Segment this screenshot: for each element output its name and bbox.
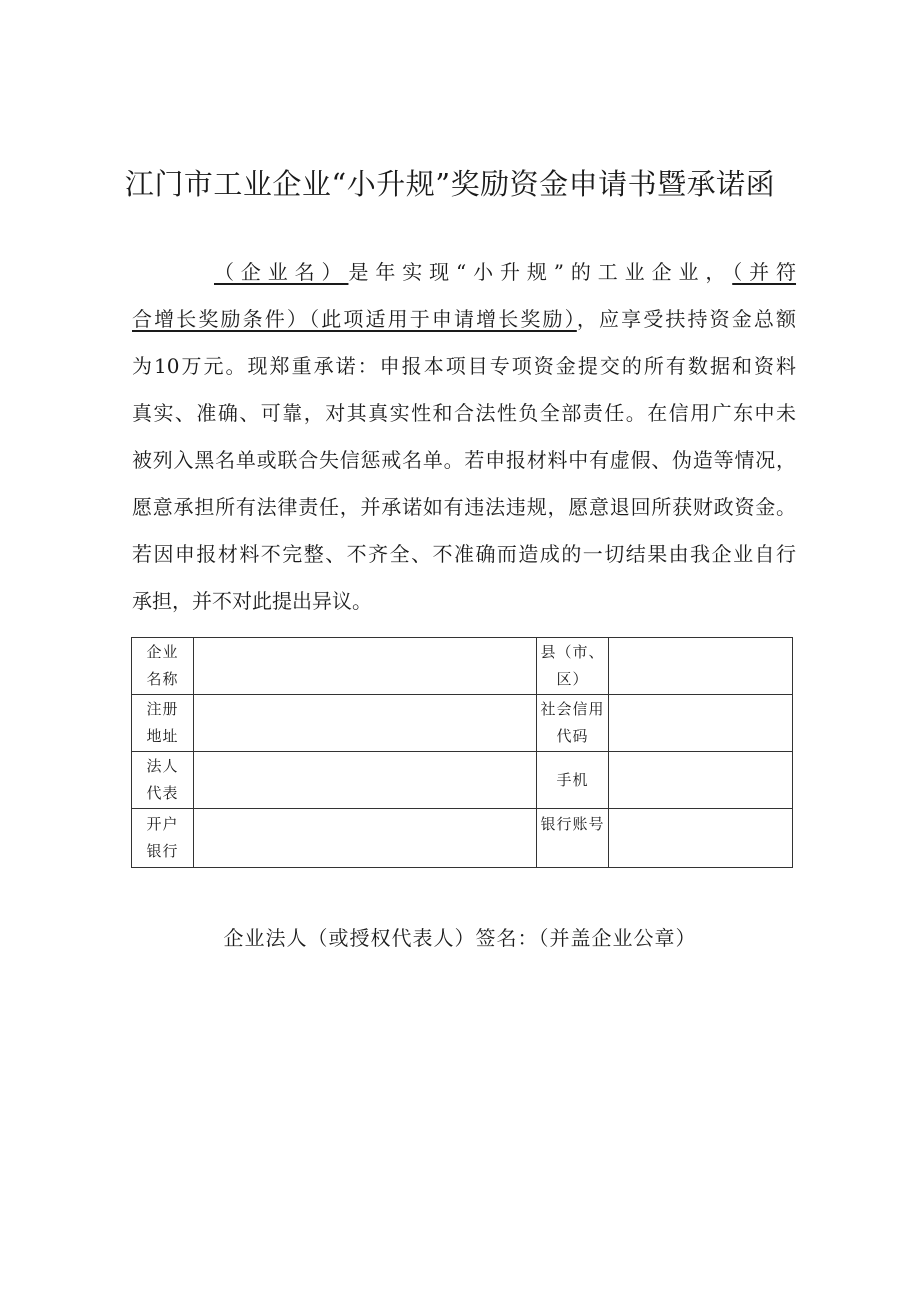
legal-representative-field[interactable] bbox=[194, 752, 537, 809]
mobile-field[interactable] bbox=[609, 752, 793, 809]
company-name-blank: （企业名） bbox=[214, 260, 349, 284]
commitment-paragraph bbox=[132, 249, 796, 625]
table-row bbox=[132, 695, 793, 752]
label-legal-representative: 法人 代表 bbox=[132, 752, 194, 809]
credit-code-field[interactable] bbox=[609, 695, 793, 752]
table-row bbox=[132, 809, 793, 868]
label-company-name: 企业 名称 bbox=[132, 638, 194, 695]
signature-line: 企业法人（或授权代表人）签名：（并盖企业公章） bbox=[223, 926, 697, 950]
bank-account-field[interactable] bbox=[609, 809, 793, 868]
label-credit-code: 社会信用 代码 bbox=[537, 695, 609, 752]
condition-note: （并符 bbox=[732, 260, 797, 284]
company-info-table bbox=[131, 637, 793, 868]
company-name-field[interactable] bbox=[194, 638, 537, 695]
label-bank: 开户 银行 bbox=[132, 809, 194, 868]
condition-note-cont: 合增长奖励条件）（此项适用于申请增长奖励） bbox=[132, 307, 577, 331]
table-row bbox=[132, 752, 793, 809]
paragraph-line-4: 真实、准确、可靠，对其真实性和合法性负全部责任。在信用广东中未 bbox=[132, 401, 796, 425]
document-title: 江门市工业企业“小升规”奖励资金申请书暨承诺函 bbox=[124, 167, 776, 201]
county-field[interactable] bbox=[609, 638, 793, 695]
table-row bbox=[132, 638, 793, 695]
paragraph-line-7: 若因申报材料不完整、不齐全、不准确而造成的一切结果由我企业自行 bbox=[132, 542, 796, 566]
paragraph-line-2: 合增长奖励条件）（此项适用于申请增长奖励），应享受扶持资金总额 bbox=[132, 307, 797, 331]
paragraph-line-6: 愿意承担所有法律责任，并承诺如有违法违规，愿意退回所获财政资金。 bbox=[132, 495, 796, 519]
label-county: 县（市、 区） bbox=[537, 638, 609, 695]
paragraph-line-5: 被列入黑名单或联合失信惩戒名单。若申报材料中有虚假、伪造等情况， bbox=[132, 448, 796, 472]
paragraph-line-3: 为10万元。现郑重承诺：申报本项目专项资金提交的所有数据和资料 bbox=[132, 354, 796, 378]
registered-address-field[interactable] bbox=[194, 695, 537, 752]
label-mobile: 手机 bbox=[537, 752, 609, 809]
paragraph-line-8: 承担，并不对此提出异议。 bbox=[132, 589, 372, 613]
bank-field[interactable] bbox=[194, 809, 537, 868]
label-bank-account: 银行账号 bbox=[537, 809, 609, 868]
paragraph-line-1: （企业名）是年实现“小升规”的工业企业，（并符 bbox=[214, 260, 797, 284]
label-registered-address: 注册 地址 bbox=[132, 695, 194, 752]
